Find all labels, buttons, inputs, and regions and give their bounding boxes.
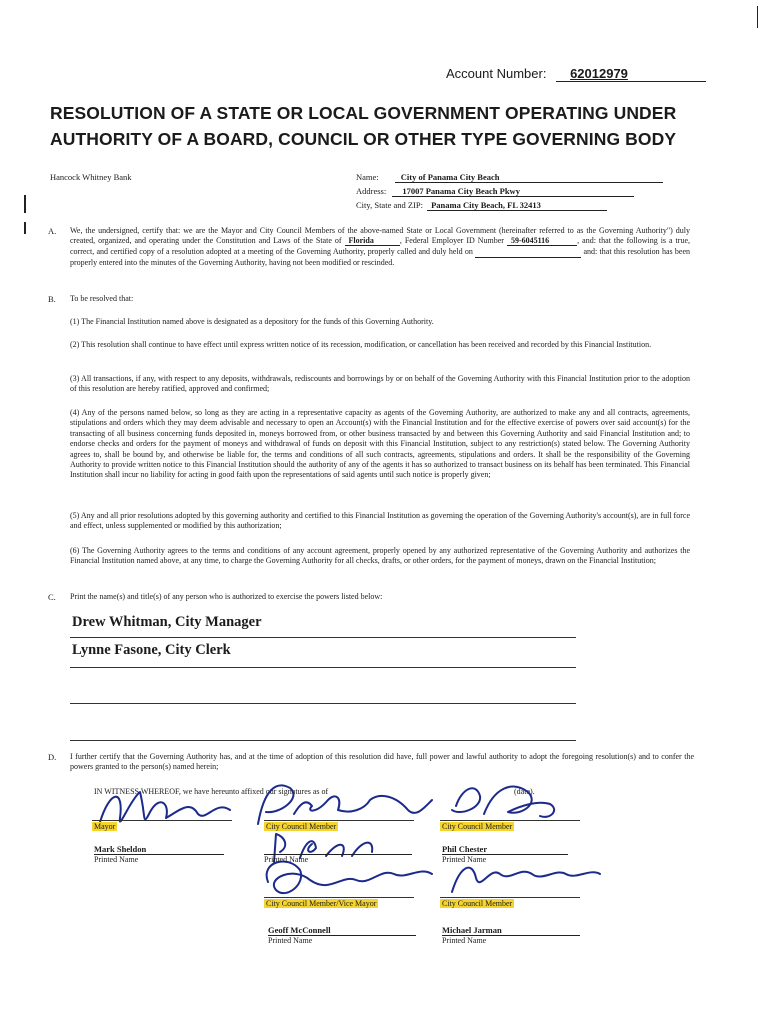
- council1-signature-line: [264, 820, 414, 821]
- entity-address-value: 17007 Panama City Beach Pkwy: [392, 186, 634, 197]
- title-line-2: AUTHORITY OF A BOARD, COUNCIL OR OTHER TYPE GOVERNING BODY: [50, 129, 677, 149]
- title-line-1: RESOLUTION OF A STATE OR LOCAL GOVERNMENT OPERATING UNDER: [50, 103, 677, 123]
- account-number-label: Account Number:: [446, 66, 547, 81]
- clause-b6: (6) The Governing Authority agrees to the terms and conditions of any account agreement, properly opened by any authorized representative of the Governing Authority and authorizes the Financial Institution named above, at any time, to charge the Governing Authority for all checks, drafts, or other orders, for the payment of moneys, drawn on the Financial Institution;: [70, 546, 690, 566]
- mayor-signature-path: [100, 792, 230, 822]
- council4-signature-field: [440, 899, 514, 908]
- council3-printed-name: Geoff McConnell: [268, 925, 416, 936]
- authorized-line-3: [70, 703, 576, 704]
- clause-b1: (1) The Financial Institution named above is designated as a depository for the funds of this Governing Authority.: [70, 317, 434, 326]
- council4-title: City Council Member: [442, 899, 513, 908]
- council1-printed-name: [264, 844, 412, 855]
- council1-signature-field: [264, 822, 338, 831]
- authorized-person-1: Drew Whitman, City Manager: [72, 614, 262, 630]
- account-number-field: [446, 66, 706, 82]
- entity-csz-value: Panama City Beach, FL 32413: [427, 200, 607, 211]
- section-b-letter: B.: [48, 294, 56, 304]
- section-c-letter: C.: [48, 592, 56, 602]
- section-b-intro: To be resolved that:: [70, 294, 134, 303]
- council3-title: City Council Member/Vice Mayor: [266, 899, 377, 908]
- council2-signature-field: [440, 822, 514, 831]
- council2-printed-name-field: [442, 844, 568, 864]
- council4-printed-name-field: [442, 925, 580, 945]
- witness-text: IN WITNESS WHEREOF, we have hereunto affixed our signatures as of: [94, 787, 329, 796]
- council3-signature-line: [264, 897, 414, 898]
- scan-margin-mark: [24, 222, 26, 234]
- council2-title: City Council Member: [442, 822, 513, 831]
- mccononell-signature-path: [267, 861, 432, 893]
- clause-b4: (4) Any of the persons named below, so long as they are acting in a representative capacity as agents of the Governing Authority, are authorized to make any and all contracts, agreements, stipulations and orders which they may deem advisable and necessary to open an Account(s) with the Financial Institution and for the effective exercise of powers over said account(s) for the transacting of all business concerning funds deposited in, moneys borrowed from, or other business transacted by and between this Governing Authority and said Financial Institution and; to endorse checks and orders for the payment of moneys and withdrawal of funds on deposit with this Financial Institution, subject to any restriction(s) stated below. The Governing Authority agrees to, shall be bound by, and otherwise be liable for, the terms and conditions of all such contracts, agreements, stipulations and orders. It shall be the responsibility of the Governing Authority to provide written notice to this Financial Institution should the authority of any of the agents it has so authorized to transact business on its behalf has been terminated. This Financial Institution shall incur no liability for acting in good faith upon the representations of said agents until such notice is properly given;: [70, 408, 690, 480]
- state-value: Florida: [345, 236, 400, 246]
- entity-csz-row: [356, 200, 607, 211]
- mayor-printed-name-field: [94, 844, 224, 864]
- council4-signature-line: [440, 897, 580, 898]
- section-d-letter: D.: [48, 752, 57, 762]
- authorized-line-2: [70, 667, 576, 668]
- section-d-text: I further certify that the Governing Authority has, and at the time of adoption of this resolution did have, full power and lawful authority to adopt the foregoing resolution(s) and to confer the powers granted to the person(s) named herein;: [70, 752, 694, 772]
- document-title: [50, 100, 730, 152]
- scan-margin-mark: [24, 195, 26, 213]
- council2-signature-line: [440, 820, 580, 821]
- entity-name-label: Name:: [356, 172, 379, 182]
- mayor-title: Mayor: [94, 822, 116, 831]
- authorized-line-4: [70, 740, 576, 741]
- council3-signature-field: [264, 899, 378, 908]
- clause-b5: (5) Any and all prior resolutions adopted by this governing authority and certified to this Financial Institution as governing the operation of the Governing Authority's account(s), are in full force and effect, unless supplemented or modified by this authorization;: [70, 511, 690, 531]
- entity-csz-label: City, State and ZIP:: [356, 200, 423, 210]
- mayor-printed-label: Printed Name: [94, 855, 139, 864]
- council1-title: City Council Member: [266, 822, 337, 831]
- council2-printed-label: Printed Name: [442, 855, 487, 864]
- scan-margin-mark: [757, 6, 758, 28]
- council1-printed-name-field: [264, 844, 412, 864]
- clause-b3: (3) All transactions, if any, with respect to any deposits, withdrawals, rediscounts and borrowings by or on behalf of the Governing Authority with this Financial Institution prior to the adoption of this resolution are hereby ratified, approved and confirmed;: [70, 374, 690, 394]
- clause-b2: (2) This resolution shall continue to have effect until express written notice of its recession, modification, or cancellation has been received and recorded by this Financial Institution.: [70, 340, 652, 349]
- mayor-printed-name: Mark Sheldon: [94, 844, 224, 855]
- casto-signature-path: [258, 785, 432, 824]
- section-c-text: Print the name(s) and title(s) of any person who is authorized to exercise the powers listed below:: [70, 592, 383, 601]
- authorized-person-2: Lynne Fasone, City Clerk: [72, 642, 231, 658]
- entity-address-row: [356, 186, 634, 197]
- council1-printed-label: Printed Name: [264, 855, 309, 864]
- authorized-line-1: [70, 637, 576, 638]
- ein-value: 59-6045116: [507, 236, 577, 246]
- mayor-signature-line: [92, 820, 232, 821]
- entity-name-value: City of Panama City Beach: [395, 172, 663, 183]
- meeting-date-blank: [475, 247, 581, 258]
- section-a-letter: A.: [48, 226, 57, 236]
- entity-name-row: [356, 172, 663, 183]
- jarman-signature-path: [452, 868, 600, 892]
- council3-printed-name-field: [268, 925, 416, 945]
- section-a-text-1: We, the undersigned, certify that: we are the Mayor and City Council Members of the above-named State or Local Government (hereinafter referred to as the Governing Authority") duly created, organized, and operating under the Constitution and Laws of the State of: [70, 226, 690, 246]
- section-a-text: [70, 226, 690, 269]
- section-a-text-4: and: that this resolution has been properly entered into the minutes of the Governing Authority, having not been modified or rescinded.: [70, 246, 691, 268]
- mayor-signature-field: [92, 822, 117, 831]
- council4-printed-label: Printed Name: [442, 936, 487, 945]
- entity-address-label: Address:: [356, 186, 387, 196]
- section-a-text-2: , Federal Employer ID Number: [399, 236, 504, 246]
- council2-printed-name: Phil Chester: [442, 844, 568, 855]
- chester-signature-path: [452, 787, 554, 817]
- account-number-value: 62012979: [556, 66, 706, 82]
- council4-printed-name: Michael Jarman: [442, 925, 580, 936]
- bank-name: Hancock Whitney Bank: [50, 172, 132, 182]
- council3-printed-label: Printed Name: [268, 936, 313, 945]
- witness-date-label: (date).: [514, 787, 535, 796]
- section-a-text-3: , and: that the following is a true, correct, and certified copy of a resolution adopted at a meeting of the Governing Authority, properly called and duly held on: [70, 236, 690, 256]
